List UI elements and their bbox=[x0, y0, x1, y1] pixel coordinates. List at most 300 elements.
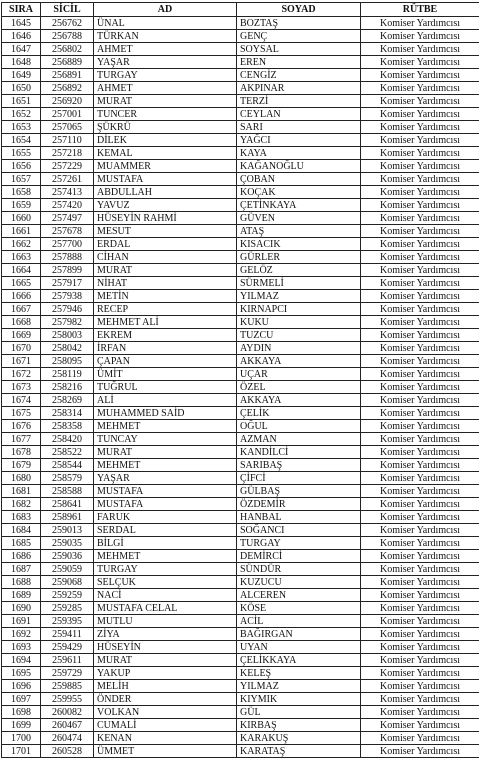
cell-soyad: AZMAN bbox=[237, 433, 361, 446]
cell-ad: MUSTAFA CELAL bbox=[94, 602, 237, 615]
table-row bbox=[2, 303, 480, 316]
table-row bbox=[2, 706, 480, 719]
header-sicil: SİCİL bbox=[41, 3, 94, 17]
table-row bbox=[2, 485, 480, 498]
cell-sicil: 258119 bbox=[41, 368, 94, 381]
cell-rutbe: Komiser Yardımcısı bbox=[361, 498, 480, 511]
table-row bbox=[2, 95, 480, 108]
cell-rutbe: Komiser Yardımcısı bbox=[361, 368, 480, 381]
cell-sicil: 258961 bbox=[41, 511, 94, 524]
cell-ad: DİLEK bbox=[94, 134, 237, 147]
cell-soyad: ÇELİKKAYA bbox=[237, 654, 361, 667]
table-row bbox=[2, 264, 480, 277]
cell-rutbe: Komiser Yardımcısı bbox=[361, 745, 480, 758]
cell-sicil: 259059 bbox=[41, 563, 94, 576]
cell-ad: AHMET bbox=[94, 82, 237, 95]
cell-soyad: YILMAZ bbox=[237, 290, 361, 303]
cell-rutbe: Komiser Yardımcısı bbox=[361, 225, 480, 238]
cell-sira: 1654 bbox=[2, 134, 41, 147]
cell-ad: RECEP bbox=[94, 303, 237, 316]
cell-sicil: 257229 bbox=[41, 160, 94, 173]
cell-sira: 1692 bbox=[2, 628, 41, 641]
header-soyad: SOYAD bbox=[237, 3, 361, 17]
table-row bbox=[2, 381, 480, 394]
cell-sira: 1650 bbox=[2, 82, 41, 95]
cell-soyad: SÜRMELİ bbox=[237, 277, 361, 290]
cell-ad: TÜRKAN bbox=[94, 30, 237, 43]
table-row bbox=[2, 238, 480, 251]
cell-soyad: GÜVEN bbox=[237, 212, 361, 225]
cell-ad: MUSTAFA bbox=[94, 173, 237, 186]
cell-sira: 1683 bbox=[2, 511, 41, 524]
cell-soyad: OĞUL bbox=[237, 420, 361, 433]
cell-rutbe: Komiser Yardımcısı bbox=[361, 108, 480, 121]
cell-sicil: 257888 bbox=[41, 251, 94, 264]
cell-rutbe: Komiser Yardımcısı bbox=[361, 511, 480, 524]
cell-sira: 1698 bbox=[2, 706, 41, 719]
table-row bbox=[2, 407, 480, 420]
cell-soyad: SÜNDÜR bbox=[237, 563, 361, 576]
cell-sira: 1666 bbox=[2, 290, 41, 303]
cell-soyad: KÖSE bbox=[237, 602, 361, 615]
cell-sicil: 260474 bbox=[41, 732, 94, 745]
cell-ad: SELÇUK bbox=[94, 576, 237, 589]
table-row bbox=[2, 615, 480, 628]
cell-sira: 1701 bbox=[2, 745, 41, 758]
cell-rutbe: Komiser Yardımcısı bbox=[361, 667, 480, 680]
cell-sira: 1668 bbox=[2, 316, 41, 329]
cell-rutbe: Komiser Yardımcısı bbox=[361, 589, 480, 602]
cell-sira: 1664 bbox=[2, 264, 41, 277]
cell-ad: TURGAY bbox=[94, 563, 237, 576]
cell-ad: MURAT bbox=[94, 446, 237, 459]
cell-rutbe: Komiser Yardımcısı bbox=[361, 134, 480, 147]
cell-soyad: ÇETİNKAYA bbox=[237, 199, 361, 212]
cell-rutbe: Komiser Yardımcısı bbox=[361, 147, 480, 160]
cell-ad: MEHMET bbox=[94, 459, 237, 472]
cell-soyad: DEMİRCİ bbox=[237, 550, 361, 563]
cell-sicil: 258042 bbox=[41, 342, 94, 355]
cell-sira: 1694 bbox=[2, 654, 41, 667]
cell-ad: VOLKAN bbox=[94, 706, 237, 719]
cell-sira: 1662 bbox=[2, 238, 41, 251]
cell-sira: 1686 bbox=[2, 550, 41, 563]
cell-sicil: 257413 bbox=[41, 186, 94, 199]
cell-sicil: 259068 bbox=[41, 576, 94, 589]
cell-sira: 1682 bbox=[2, 498, 41, 511]
cell-soyad: ÖZEL bbox=[237, 381, 361, 394]
cell-sira: 1693 bbox=[2, 641, 41, 654]
cell-ad: ŞÜKRÜ bbox=[94, 121, 237, 134]
cell-soyad: ALCEREN bbox=[237, 589, 361, 602]
cell-rutbe: Komiser Yardımcısı bbox=[361, 446, 480, 459]
cell-ad: MUHAMMED SAİD bbox=[94, 407, 237, 420]
cell-rutbe: Komiser Yardımcısı bbox=[361, 264, 480, 277]
cell-rutbe: Komiser Yardımcısı bbox=[361, 550, 480, 563]
cell-ad: ERDAL bbox=[94, 238, 237, 251]
cell-ad: BİLGİ bbox=[94, 537, 237, 550]
cell-soyad: AKKAYA bbox=[237, 394, 361, 407]
cell-sira: 1674 bbox=[2, 394, 41, 407]
cell-sicil: 258358 bbox=[41, 420, 94, 433]
table-row bbox=[2, 225, 480, 238]
table-row bbox=[2, 121, 480, 134]
cell-sira: 1685 bbox=[2, 537, 41, 550]
table-row bbox=[2, 602, 480, 615]
cell-sicil: 256891 bbox=[41, 69, 94, 82]
cell-ad: MUTLU bbox=[94, 615, 237, 628]
cell-sira: 1649 bbox=[2, 69, 41, 82]
cell-soyad: SOĞANCI bbox=[237, 524, 361, 537]
cell-rutbe: Komiser Yardımcısı bbox=[361, 628, 480, 641]
cell-soyad: ATAŞ bbox=[237, 225, 361, 238]
cell-sira: 1673 bbox=[2, 381, 41, 394]
cell-sira: 1677 bbox=[2, 433, 41, 446]
cell-soyad: UÇAR bbox=[237, 368, 361, 381]
cell-ad: NACİ bbox=[94, 589, 237, 602]
cell-sicil: 257700 bbox=[41, 238, 94, 251]
cell-soyad: KANDİLCİ bbox=[237, 446, 361, 459]
table-row bbox=[2, 394, 480, 407]
cell-sicil: 259611 bbox=[41, 654, 94, 667]
table-row bbox=[2, 173, 480, 186]
cell-sicil: 259013 bbox=[41, 524, 94, 537]
table-row bbox=[2, 550, 480, 563]
cell-soyad: KUKU bbox=[237, 316, 361, 329]
cell-rutbe: Komiser Yardımcısı bbox=[361, 615, 480, 628]
cell-sira: 1661 bbox=[2, 225, 41, 238]
cell-ad: MEHMET ALİ bbox=[94, 316, 237, 329]
cell-rutbe: Komiser Yardımcısı bbox=[361, 199, 480, 212]
cell-sicil: 257261 bbox=[41, 173, 94, 186]
cell-sira: 1678 bbox=[2, 446, 41, 459]
table-row bbox=[2, 108, 480, 121]
cell-sicil: 259259 bbox=[41, 589, 94, 602]
cell-ad: HÜSEYİN RAHMİ bbox=[94, 212, 237, 225]
cell-sira: 1656 bbox=[2, 160, 41, 173]
cell-sira: 1676 bbox=[2, 420, 41, 433]
cell-sira: 1671 bbox=[2, 355, 41, 368]
table-row bbox=[2, 524, 480, 537]
cell-ad: ÜMİT bbox=[94, 368, 237, 381]
cell-ad: MEHMET bbox=[94, 550, 237, 563]
cell-soyad: CENGİZ bbox=[237, 69, 361, 82]
table-row bbox=[2, 56, 480, 69]
cell-sicil: 258544 bbox=[41, 459, 94, 472]
cell-ad: ZİYA bbox=[94, 628, 237, 641]
cell-sira: 1670 bbox=[2, 342, 41, 355]
cell-sicil: 258269 bbox=[41, 394, 94, 407]
cell-sira: 1679 bbox=[2, 459, 41, 472]
cell-ad: HÜSEYİN bbox=[94, 641, 237, 654]
cell-sira: 1680 bbox=[2, 472, 41, 485]
cell-sicil: 259885 bbox=[41, 680, 94, 693]
cell-sira: 1645 bbox=[2, 17, 41, 30]
cell-rutbe: Komiser Yardımcısı bbox=[361, 238, 480, 251]
cell-sira: 1660 bbox=[2, 212, 41, 225]
cell-rutbe: Komiser Yardımcısı bbox=[361, 251, 480, 264]
cell-rutbe: Komiser Yardımcısı bbox=[361, 706, 480, 719]
cell-sicil: 259395 bbox=[41, 615, 94, 628]
cell-sira: 1659 bbox=[2, 199, 41, 212]
table-row bbox=[2, 30, 480, 43]
cell-sira: 1648 bbox=[2, 56, 41, 69]
cell-sira: 1663 bbox=[2, 251, 41, 264]
cell-soyad: ÖZDEMİR bbox=[237, 498, 361, 511]
cell-sicil: 257917 bbox=[41, 277, 94, 290]
table-row bbox=[2, 719, 480, 732]
cell-rutbe: Komiser Yardımcısı bbox=[361, 303, 480, 316]
cell-rutbe: Komiser Yardımcısı bbox=[361, 30, 480, 43]
cell-ad: NİHAT bbox=[94, 277, 237, 290]
cell-soyad: BAĞIRGAN bbox=[237, 628, 361, 641]
cell-sicil: 258216 bbox=[41, 381, 94, 394]
cell-soyad: ÇİFCİ bbox=[237, 472, 361, 485]
table-row bbox=[2, 316, 480, 329]
cell-sicil: 257946 bbox=[41, 303, 94, 316]
cell-ad: ÇAPAN bbox=[94, 355, 237, 368]
cell-sicil: 257001 bbox=[41, 108, 94, 121]
cell-sira: 1688 bbox=[2, 576, 41, 589]
table-row bbox=[2, 290, 480, 303]
cell-sicil: 257497 bbox=[41, 212, 94, 225]
cell-sicil: 258420 bbox=[41, 433, 94, 446]
cell-ad: KENAN bbox=[94, 732, 237, 745]
cell-ad: MURAT bbox=[94, 654, 237, 667]
cell-sira: 1653 bbox=[2, 121, 41, 134]
cell-sira: 1651 bbox=[2, 95, 41, 108]
cell-soyad: ACİL bbox=[237, 615, 361, 628]
table-row bbox=[2, 628, 480, 641]
personnel-table bbox=[1, 2, 479, 758]
table-row bbox=[2, 589, 480, 602]
cell-rutbe: Komiser Yardımcısı bbox=[361, 394, 480, 407]
table-row bbox=[2, 17, 480, 30]
cell-ad: EKREM bbox=[94, 329, 237, 342]
cell-rutbe: Komiser Yardımcısı bbox=[361, 407, 480, 420]
cell-sicil: 256762 bbox=[41, 17, 94, 30]
cell-rutbe: Komiser Yardımcısı bbox=[361, 485, 480, 498]
cell-rutbe: Komiser Yardımcısı bbox=[361, 602, 480, 615]
cell-sira: 1672 bbox=[2, 368, 41, 381]
cell-rutbe: Komiser Yardımcısı bbox=[361, 329, 480, 342]
cell-soyad: YAĞCI bbox=[237, 134, 361, 147]
cell-ad: MUAMMER bbox=[94, 160, 237, 173]
cell-sicil: 260528 bbox=[41, 745, 94, 758]
cell-sira: 1697 bbox=[2, 693, 41, 706]
cell-sicil: 260467 bbox=[41, 719, 94, 732]
cell-sira: 1669 bbox=[2, 329, 41, 342]
cell-soyad: KARAKUŞ bbox=[237, 732, 361, 745]
cell-sira: 1657 bbox=[2, 173, 41, 186]
cell-sicil: 258641 bbox=[41, 498, 94, 511]
table-row bbox=[2, 134, 480, 147]
cell-rutbe: Komiser Yardımcısı bbox=[361, 641, 480, 654]
table-row bbox=[2, 459, 480, 472]
cell-rutbe: Komiser Yardımcısı bbox=[361, 381, 480, 394]
cell-ad: CİHAN bbox=[94, 251, 237, 264]
cell-soyad: KAYA bbox=[237, 147, 361, 160]
cell-sira: 1681 bbox=[2, 485, 41, 498]
cell-ad: MURAT bbox=[94, 95, 237, 108]
table-row bbox=[2, 693, 480, 706]
cell-soyad: AYDIN bbox=[237, 342, 361, 355]
cell-sira: 1647 bbox=[2, 43, 41, 56]
header-row bbox=[2, 3, 480, 17]
table-row bbox=[2, 420, 480, 433]
cell-ad: TUĞRUL bbox=[94, 381, 237, 394]
cell-sicil: 259036 bbox=[41, 550, 94, 563]
cell-soyad: KELEŞ bbox=[237, 667, 361, 680]
cell-rutbe: Komiser Yardımcısı bbox=[361, 472, 480, 485]
header-ad: AD bbox=[94, 3, 237, 17]
header-sira: SIRA bbox=[2, 3, 41, 17]
cell-soyad: KARATAŞ bbox=[237, 745, 361, 758]
cell-sicil: 257938 bbox=[41, 290, 94, 303]
cell-sira: 1667 bbox=[2, 303, 41, 316]
cell-ad: ÖNDER bbox=[94, 693, 237, 706]
cell-rutbe: Komiser Yardımcısı bbox=[361, 290, 480, 303]
cell-soyad: KIYMIK bbox=[237, 693, 361, 706]
cell-rutbe: Komiser Yardımcısı bbox=[361, 355, 480, 368]
cell-sicil: 258095 bbox=[41, 355, 94, 368]
cell-rutbe: Komiser Yardımcısı bbox=[361, 342, 480, 355]
cell-sicil: 259411 bbox=[41, 628, 94, 641]
cell-soyad: BOZTAŞ bbox=[237, 17, 361, 30]
cell-ad: CUMALİ bbox=[94, 719, 237, 732]
cell-soyad: SOYSAL bbox=[237, 43, 361, 56]
cell-soyad: UYAN bbox=[237, 641, 361, 654]
cell-sicil: 259035 bbox=[41, 537, 94, 550]
cell-rutbe: Komiser Yardımcısı bbox=[361, 160, 480, 173]
cell-sicil: 258588 bbox=[41, 485, 94, 498]
cell-rutbe: Komiser Yardımcısı bbox=[361, 43, 480, 56]
cell-sicil: 259955 bbox=[41, 693, 94, 706]
cell-sicil: 256889 bbox=[41, 56, 94, 69]
table-row bbox=[2, 498, 480, 511]
table-row bbox=[2, 446, 480, 459]
cell-ad: TUNCER bbox=[94, 108, 237, 121]
cell-ad: YAŞAR bbox=[94, 56, 237, 69]
table-row bbox=[2, 82, 480, 95]
cell-soyad: TERZİ bbox=[237, 95, 361, 108]
cell-sira: 1700 bbox=[2, 732, 41, 745]
cell-sicil: 257218 bbox=[41, 147, 94, 160]
cell-sicil: 258522 bbox=[41, 446, 94, 459]
table-row bbox=[2, 433, 480, 446]
cell-soyad: KIRNAPCI bbox=[237, 303, 361, 316]
cell-soyad: GÜL bbox=[237, 706, 361, 719]
cell-sira: 1690 bbox=[2, 602, 41, 615]
cell-rutbe: Komiser Yardımcısı bbox=[361, 433, 480, 446]
cell-sicil: 259285 bbox=[41, 602, 94, 615]
cell-ad: TUNCAY bbox=[94, 433, 237, 446]
cell-rutbe: Komiser Yardımcısı bbox=[361, 56, 480, 69]
table-row bbox=[2, 160, 480, 173]
table-row bbox=[2, 212, 480, 225]
cell-sira: 1691 bbox=[2, 615, 41, 628]
cell-soyad: TURGAY bbox=[237, 537, 361, 550]
cell-rutbe: Komiser Yardımcısı bbox=[361, 316, 480, 329]
cell-rutbe: Komiser Yardımcısı bbox=[361, 563, 480, 576]
cell-rutbe: Komiser Yardımcısı bbox=[361, 680, 480, 693]
table-row bbox=[2, 472, 480, 485]
cell-sicil: 258314 bbox=[41, 407, 94, 420]
cell-sicil: 256892 bbox=[41, 82, 94, 95]
cell-sira: 1695 bbox=[2, 667, 41, 680]
table-row bbox=[2, 745, 480, 758]
cell-soyad: AKPINAR bbox=[237, 82, 361, 95]
cell-sicil: 258003 bbox=[41, 329, 94, 342]
cell-sicil: 257065 bbox=[41, 121, 94, 134]
cell-ad: ALİ bbox=[94, 394, 237, 407]
cell-soyad: ÇELİK bbox=[237, 407, 361, 420]
cell-sira: 1655 bbox=[2, 147, 41, 160]
cell-soyad: KUZUCU bbox=[237, 576, 361, 589]
table-row bbox=[2, 251, 480, 264]
cell-ad: SERDAL bbox=[94, 524, 237, 537]
cell-soyad: HANBAL bbox=[237, 511, 361, 524]
cell-sira: 1658 bbox=[2, 186, 41, 199]
cell-ad: ÜNAL bbox=[94, 17, 237, 30]
cell-ad: YAKUP bbox=[94, 667, 237, 680]
cell-soyad: EREN bbox=[237, 56, 361, 69]
table-row bbox=[2, 186, 480, 199]
cell-rutbe: Komiser Yardımcısı bbox=[361, 69, 480, 82]
cell-sicil: 257982 bbox=[41, 316, 94, 329]
cell-ad: MURAT bbox=[94, 264, 237, 277]
cell-rutbe: Komiser Yardımcısı bbox=[361, 576, 480, 589]
cell-sira: 1687 bbox=[2, 563, 41, 576]
table-row bbox=[2, 69, 480, 82]
cell-soyad: KOÇAK bbox=[237, 186, 361, 199]
cell-sicil: 257899 bbox=[41, 264, 94, 277]
cell-soyad: KIRBAŞ bbox=[237, 719, 361, 732]
table-row bbox=[2, 368, 480, 381]
table-row bbox=[2, 277, 480, 290]
document-page bbox=[1, 2, 479, 784]
cell-rutbe: Komiser Yardımcısı bbox=[361, 95, 480, 108]
cell-sira: 1665 bbox=[2, 277, 41, 290]
cell-sira: 1646 bbox=[2, 30, 41, 43]
cell-soyad: SARI bbox=[237, 121, 361, 134]
cell-soyad: GÜLBAŞ bbox=[237, 485, 361, 498]
cell-soyad: TUZCU bbox=[237, 329, 361, 342]
cell-ad: AHMET bbox=[94, 43, 237, 56]
cell-soyad: KAĞANOĞLU bbox=[237, 160, 361, 173]
cell-rutbe: Komiser Yardımcısı bbox=[361, 212, 480, 225]
table-row bbox=[2, 563, 480, 576]
cell-rutbe: Komiser Yardımcısı bbox=[361, 719, 480, 732]
cell-sira: 1696 bbox=[2, 680, 41, 693]
header-rutbe: RÜTBE bbox=[361, 3, 480, 17]
cell-soyad: GELÖZ bbox=[237, 264, 361, 277]
cell-soyad: GENÇ bbox=[237, 30, 361, 43]
cell-ad: METİN bbox=[94, 290, 237, 303]
table-row bbox=[2, 732, 480, 745]
cell-sira: 1675 bbox=[2, 407, 41, 420]
table-row bbox=[2, 342, 480, 355]
table-row bbox=[2, 537, 480, 550]
table-row bbox=[2, 667, 480, 680]
cell-soyad: ÇOBAN bbox=[237, 173, 361, 186]
cell-rutbe: Komiser Yardımcısı bbox=[361, 693, 480, 706]
cell-ad: ABDULLAH bbox=[94, 186, 237, 199]
table-row bbox=[2, 43, 480, 56]
table-row bbox=[2, 680, 480, 693]
cell-rutbe: Komiser Yardımcısı bbox=[361, 186, 480, 199]
cell-ad: TURGAY bbox=[94, 69, 237, 82]
